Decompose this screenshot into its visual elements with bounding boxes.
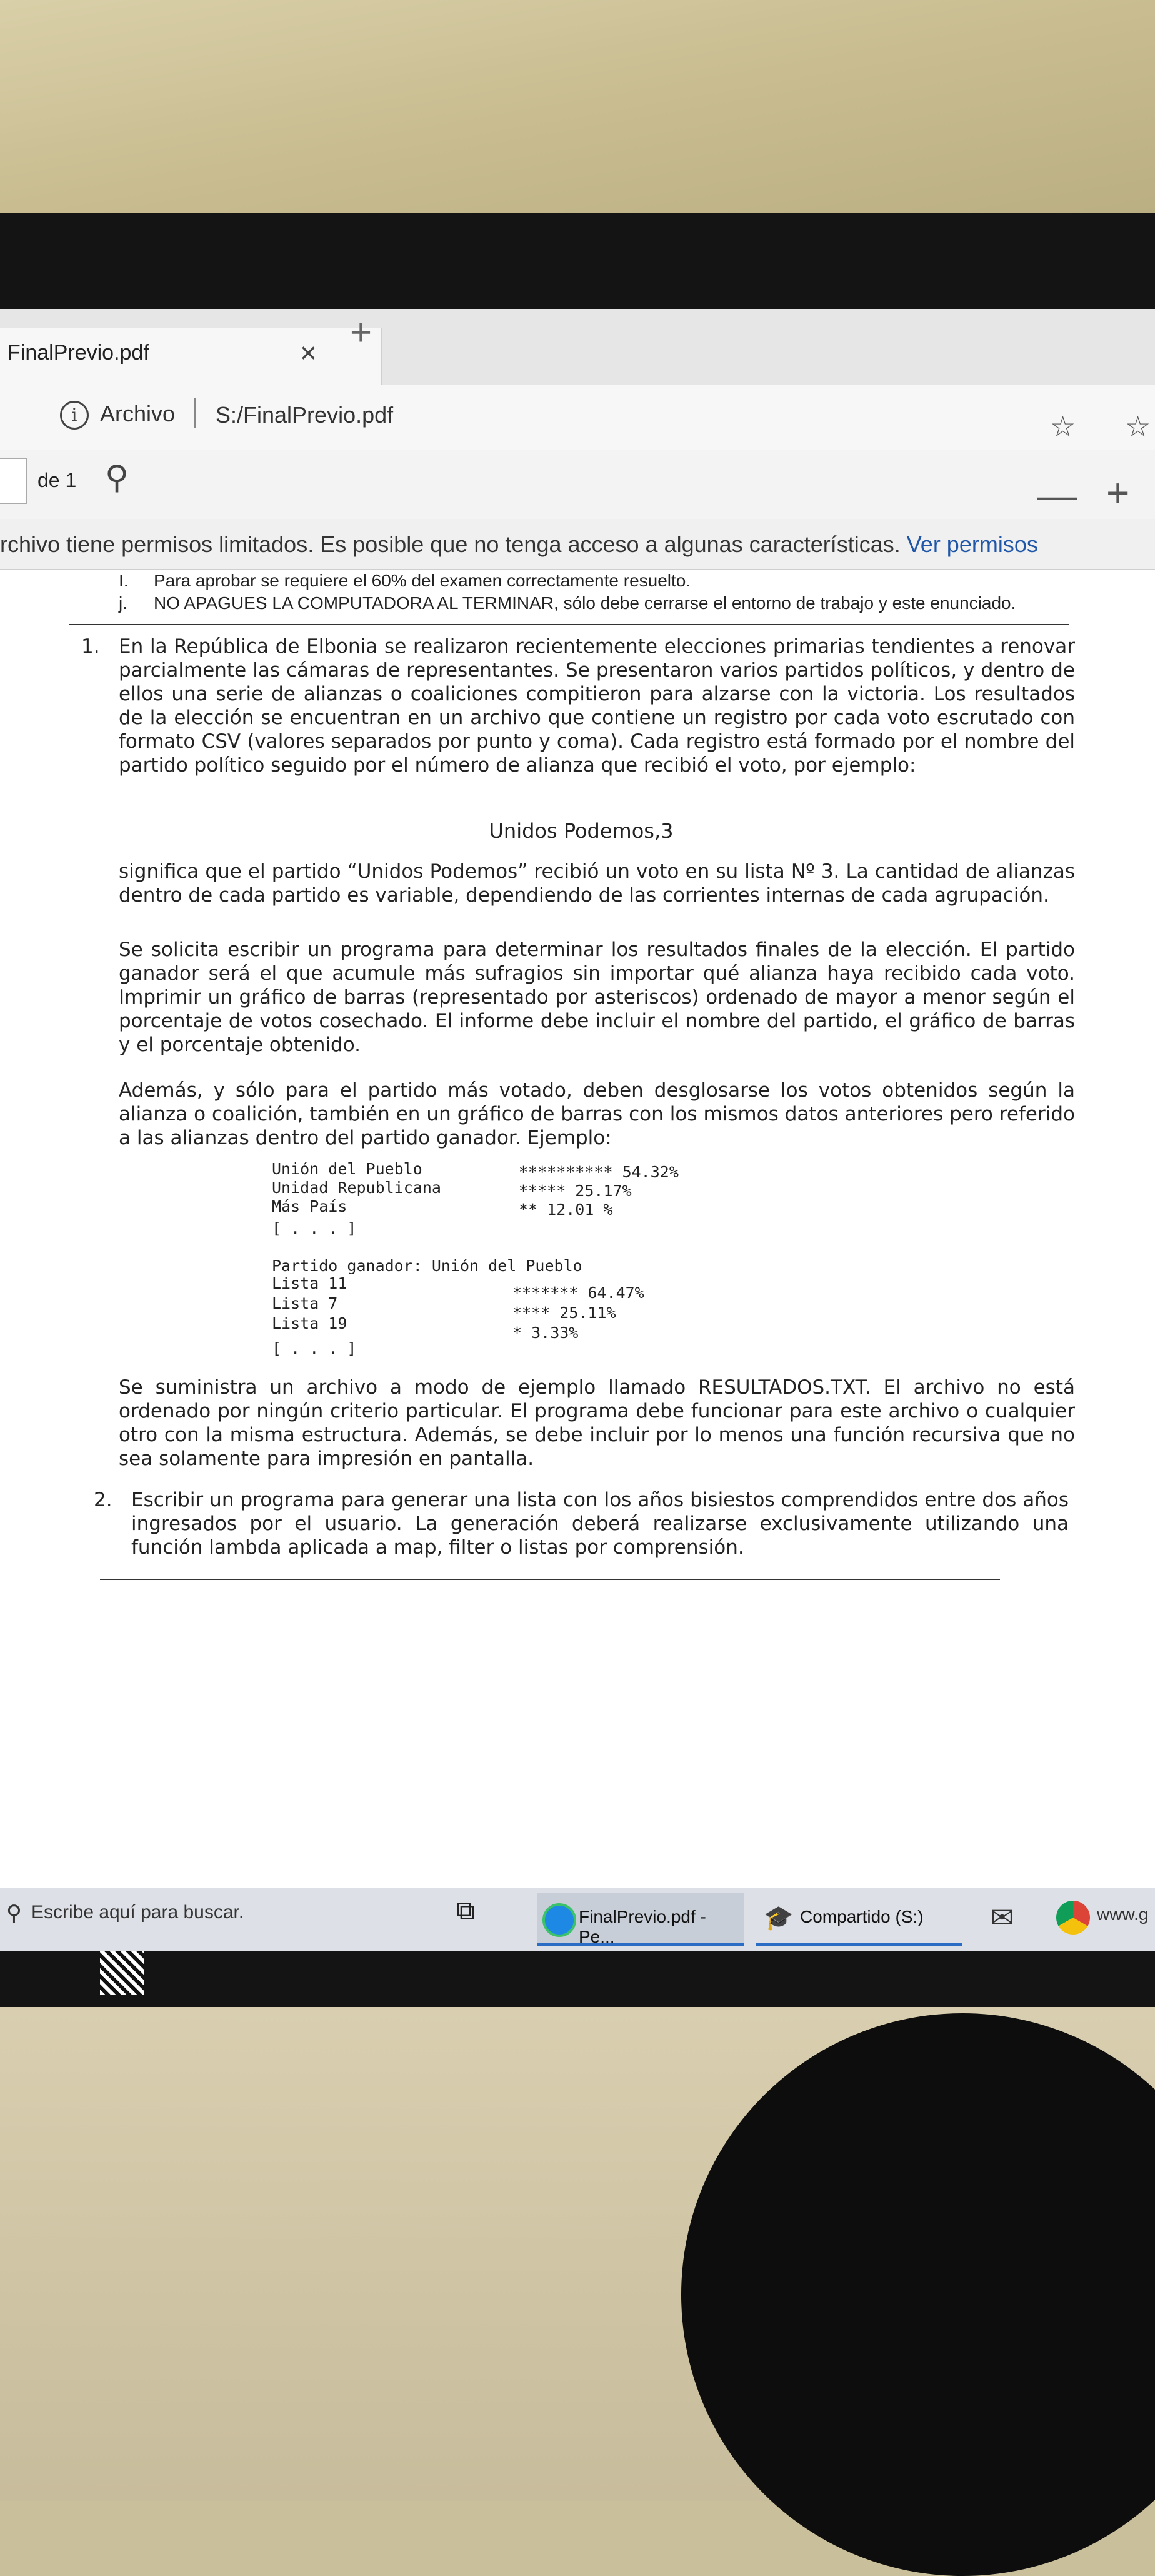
address-url[interactable]: S:/FinalPrevio.pdf — [216, 402, 394, 428]
search-icon[interactable]: ⚲ — [105, 460, 129, 496]
taskbar-app-label: Compartido (S:) — [800, 1907, 924, 1926]
close-icon[interactable]: × — [300, 336, 317, 369]
rule-text: Para aprobar se requiere el 60% del examen correctamente resuelto. — [154, 571, 691, 590]
taskbar-app-label: www.g — [1097, 1904, 1149, 1924]
rule-letter: I. — [119, 571, 129, 590]
zoom-out-button[interactable]: — — [1038, 473, 1078, 518]
rule-item — [119, 569, 691, 593]
question-2-text: Escribir un programa para generar una lista con los años bisiestos comprendidos entre dos años ingresados por el usuario. La generación deberá realizarse exclusivamente utilizando una función lambda aplicada a map, filter o listas por comprensión. — [131, 1489, 1069, 1559]
address-source-label: Archivo — [100, 401, 176, 426]
search-icon[interactable]: ⚲ — [6, 1901, 22, 1925]
address-bar — [0, 385, 1155, 451]
info-icon[interactable]: i — [60, 401, 89, 430]
page-count-label: de 1 — [38, 469, 77, 491]
question-1-intro: En la República de Elbonia se realizaron recientemente elecciones primarias tendientes a renovar parcialmente las cámaras de representantes. Se presentaron varios partidos políticos, y dentro de ellos una serie de alianzas o coaliciones compitieron para alzarse con la victoria. Los resultados de la elección se encuentran en un archivo que contiene un registro por cada voto escrutado con formato CSV (valores separados por punto y coma). Cada registro está formado por el nombre del partido político seguido por el número de alianza que recibió el voto, por ejemplo: — [119, 635, 1075, 777]
sample-list-name: Lista 19 — [272, 1314, 348, 1332]
question-2-number: 2. — [94, 1489, 112, 1511]
sample-party-name: Unión del Pueblo — [272, 1160, 422, 1178]
sample-list-name: Lista 7 — [272, 1294, 338, 1312]
tab-title: FinalPrevio.pdf — [8, 341, 149, 365]
tab-finalprevio[interactable] — [0, 328, 382, 385]
taskbar-search-input[interactable]: Escribe aquí para buscar. — [31, 1902, 244, 1923]
sample-ellipsis: [ . . . ] — [272, 1219, 357, 1237]
taskbar-app-explorer[interactable] — [756, 1893, 962, 1946]
sample-list-bar: ******* 64.47% — [512, 1284, 644, 1302]
csv-example: Unidos Podemos,3 — [489, 819, 674, 843]
edge-icon — [542, 1903, 576, 1937]
mail-icon[interactable]: ✉ — [991, 1903, 1014, 1933]
chrome-icon[interactable] — [1056, 1901, 1090, 1935]
divider-top — [69, 624, 1069, 625]
question-1-explanation: significa que el partido “Unidos Podemos” recibió un voto en su lista Nº 3. La cantidad de alianzas dentro de cada partido es variable, dependiendo de las corrientes internas de cada agrupación. — [119, 860, 1075, 907]
taskbar-app-label: FinalPrevio.pdf - Pe... — [579, 1907, 706, 1946]
zoom-in-button[interactable]: + — [1106, 470, 1130, 515]
pdf-document — [75, 569, 1088, 1704]
sample-list-bar: * 3.33% — [512, 1324, 579, 1342]
task-view-icon[interactable]: ⧉ — [456, 1896, 475, 1925]
sample-party-name: Más País — [272, 1197, 348, 1215]
permissions-notice-text — [0, 531, 1038, 558]
page-number-input[interactable] — [0, 458, 28, 504]
rule-text: NO APAGUES LA COMPUTADORA AL TERMINAR, sólo debe cerrarse el entorno de trabajo y este enunciado. — [154, 593, 1016, 613]
sample-party-bar: ***** 25.17% — [519, 1182, 632, 1200]
qr-sticker — [100, 1951, 144, 1995]
tab-bar — [0, 309, 1155, 385]
question-1-file-note: Se suministra un archivo a modo de ejemplo llamado RESULTADOS.TXT. El archivo no está ordenado por ningún criterio particular. El programa debe funcionar para este archivo o cualquier otro con la misma estructura. Además, se debe incluir por lo menos una función recursiva que no sea solamente para impresión en pantalla. — [119, 1376, 1075, 1470]
pdf-toolbar — [0, 450, 1155, 520]
network-drive-icon: 🎓 — [764, 1905, 794, 1931]
sample-party-name: Unidad Republicana — [272, 1179, 441, 1197]
rule-letter: j. — [119, 593, 128, 613]
sample-list-bar: **** 25.11% — [512, 1304, 616, 1322]
divider-bottom — [100, 1579, 1000, 1580]
question-1-breakdown: Además, y sólo para el partido más votado, deben desglosarse los votos obtenidos según la alianza o coalición, también en un gráfico de barras con los mismos datos anteriores pero referido a las alianzas dentro del partido ganador. Ejemplo: — [119, 1079, 1075, 1149]
sample-party-bar: ** 12.01 % — [519, 1200, 613, 1219]
rule-item — [119, 591, 1016, 615]
address-divider — [194, 398, 196, 428]
monitor-screen — [0, 309, 1155, 1951]
taskbar-app-edge[interactable] — [538, 1893, 744, 1946]
view-permissions-link[interactable]: Ver permisos — [906, 531, 1038, 557]
sample-list-name: Lista 11 — [272, 1274, 348, 1292]
question-1-number: 1. — [81, 635, 100, 658]
sample-party-bar: ********** 54.32% — [519, 1163, 679, 1181]
question-1-task: Se solicita escribir un programa para determinar los resultados finales de la elección. El partido ganador será el que acumule más sufragios sin importar qué alianza haya recibido cada voto. Imprimir un gráfico de barras (representado por asteriscos) ordenado de mayor a menor según el porcentaje de votos cosechado. El informe debe incluir el nombre del partido, el gráfico de barras y el porcentaje obtenido. — [119, 938, 1075, 1056]
notice-message: rchivo tiene permisos limitados. Es posible que no tenga acceso a algunas características. — [0, 531, 907, 557]
add-favorite-icon[interactable]: ☆ — [1050, 410, 1076, 443]
favorites-icon[interactable]: ☆ — [1125, 410, 1151, 443]
sample-ellipsis: [ . . . ] — [272, 1339, 357, 1357]
permissions-notice — [0, 519, 1155, 570]
sample-winner-line: Partido ganador: Unión del Pueblo — [272, 1257, 582, 1275]
taskbar — [0, 1888, 1155, 1951]
new-tab-button[interactable]: + — [350, 311, 372, 353]
